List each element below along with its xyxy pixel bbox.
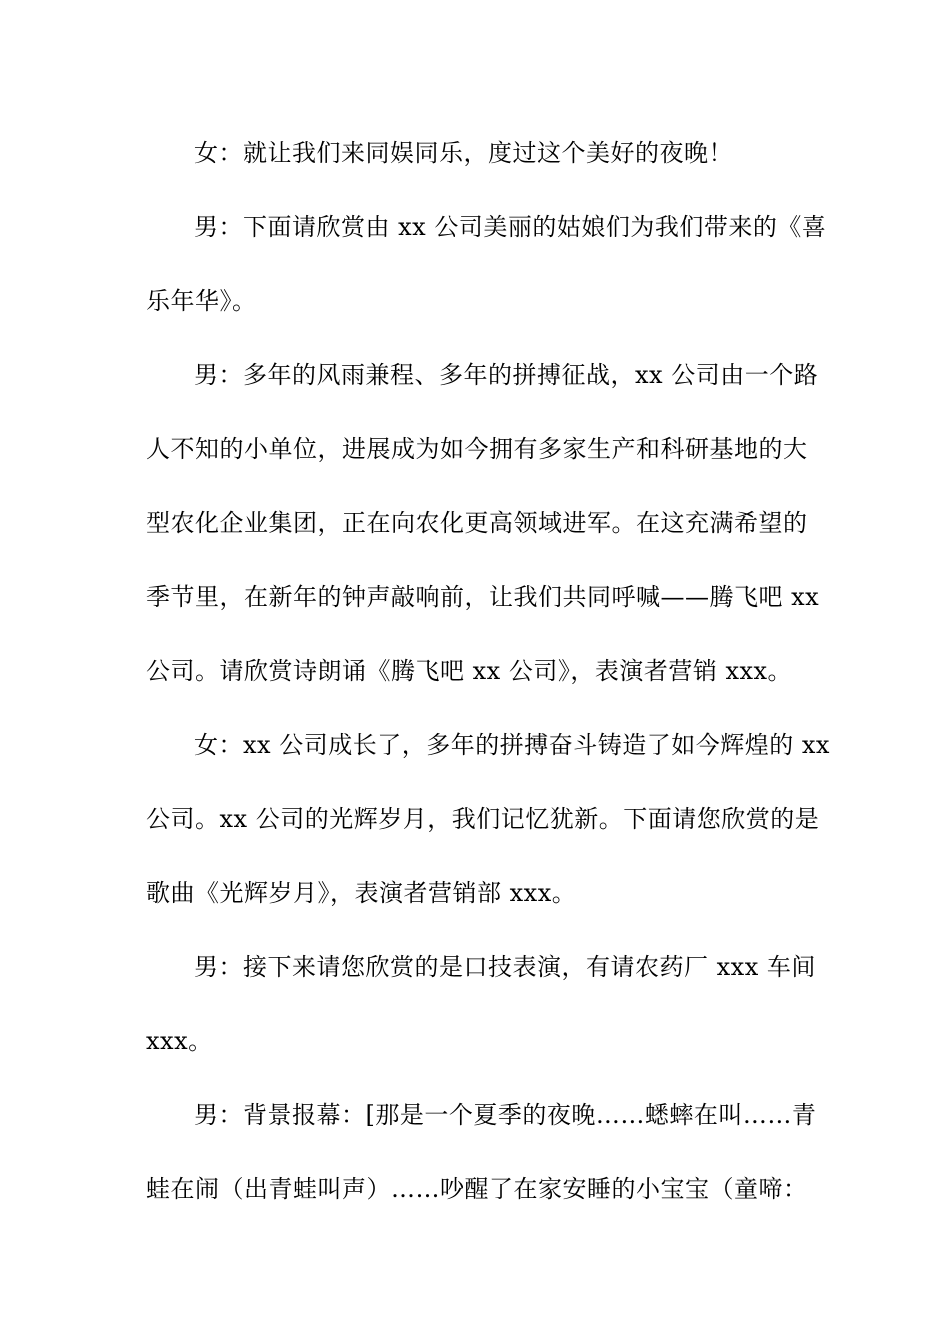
- paragraph-line: 季节里，在新年的钟声敲响前，让我们共同呼喊——腾飞吧 xx: [146, 583, 820, 611]
- paragraph-line: 蛙在闹（出青蛙叫声）……吵醒了在家安睡的小宝宝（童啼：: [146, 1175, 808, 1203]
- paragraph-line: xxx。: [146, 1027, 213, 1055]
- paragraph-line: 型农化企业集团，正在向农化更高领域进军。在这充满希望的: [146, 509, 808, 537]
- paragraph-line: 男：多年的风雨兼程、多年的拼搏征战，xx 公司由一个路: [194, 361, 819, 389]
- paragraph-line: 男：接下来请您欣赏的是口技表演，有请农药厂 xxx 车间: [194, 953, 816, 981]
- paragraph-line: 公司。请欣赏诗朗诵《腾飞吧 xx 公司》，表演者营销 xxx。: [146, 657, 793, 685]
- paragraph-line: 公司。xx 公司的光辉岁月，我们记忆犹新。下面请您欣赏的是: [146, 805, 820, 833]
- paragraph-line: 男：背景报幕：[那是一个夏季的夜晚……蟋蟀在叫……青: [194, 1101, 817, 1129]
- paragraph-line: 女：xx 公司成长了，多年的拼搏奋斗铸造了如今辉煌的 xx: [194, 731, 830, 759]
- paragraph-line: 男：下面请欣赏由 xx 公司美丽的姑娘们为我们带来的《喜: [194, 213, 827, 241]
- paragraph-line: 歌曲《光辉岁月》，表演者营销部 xxx。: [146, 879, 577, 907]
- paragraph-line: 乐年华》。: [146, 287, 257, 315]
- paragraph-line: 女：就让我们来同娱同乐，度过这个美好的夜晚！: [194, 139, 733, 167]
- paragraph-line: 人不知的小单位，进展成为如今拥有多家生产和科研基地的大: [146, 435, 808, 463]
